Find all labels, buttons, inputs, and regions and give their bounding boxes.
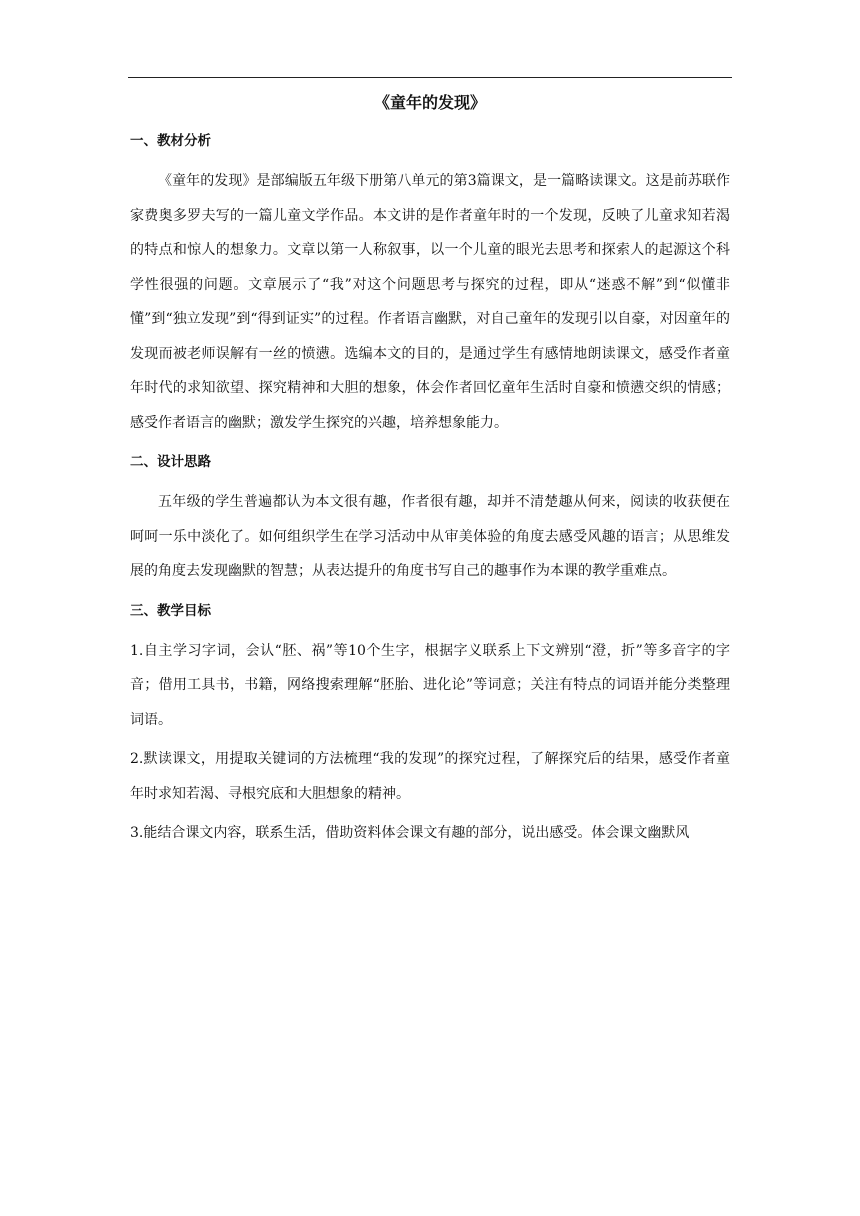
document-body [130,88,730,856]
section-heading: 三、教学目标 [130,602,211,619]
section-heading: 一、教材分析 [130,133,211,149]
document-title: 《童年的发现》 [373,93,486,112]
section-heading: 二、设计思路 [130,454,211,470]
paragraph: 《童年的发现》是部编版五年级下册第八单元的第3篇课文，是一篇略读课文。这是前苏联作家费奥多罗夫写的一篇儿童文学作品。本文讲的是作者童年时的一个发现，反映了儿童求知若渴的特点和惊人的想象力。文章以第一人称叙事，以一个儿童的眼光去思考和探索人的起源这个科学性很强的问题。文章展示了“我”对这个问题思考与探究的过程，即从“迷惑不解”到“似懂非懂”到“独立发现”到“得到证实”的过程。作者语言幽默，对自己童年的发现引以自豪，对因童年的发现而被老师误解有一丝的愤懑。选编本文的目的，是通过学生有感情地朗读课文，感受作者童年时代的求知欲望、探究精神和大胆的想象，体会作者回忆童年生活时自豪和愤懑交织的情感；感受作者语言的幽默；激发学生探究的兴趣，培养想象能力。 [130,173,730,431]
header-rule [128,77,732,78]
section-textbook-analysis [130,131,730,440]
paragraph: 五年级的学生普遍都认为本文很有趣，作者很有趣，却并不清楚趣从何来，阅读的收获便在呵呵一乐中淡化了。如何组织学生在学习活动中从审美体验的角度去感受风趣的语言；从思维发展的角度去发现幽默的智慧；从表达提升的角度书写自己的趣事作为本课的教学重难点。 [130,494,730,579]
goal-item: 1.自主学习字词，会认“胚、祸”等10个生字，根据字义联系上下文辨别“澄，折”等多音字的字音；借用工具书，书籍，网络搜索理解“胚胎、进化论”等词意；关注有特点的词语并能分类整理词语。 [130,642,730,728]
section-teaching-goals [130,601,730,851]
goal-item: 2.默读课文，用提取关键词的方法梳理“我的发现”的探究过程，了解探究后的结果，感受作者童年时求知若渴、寻根究底和大胆想象的精神。 [130,751,730,802]
goal-item: 3.能结合课文内容，联系生活，借助资料体会课文有趣的部分，说出感受。体会课文幽默风 [130,825,690,841]
section-design-idea [130,452,730,589]
